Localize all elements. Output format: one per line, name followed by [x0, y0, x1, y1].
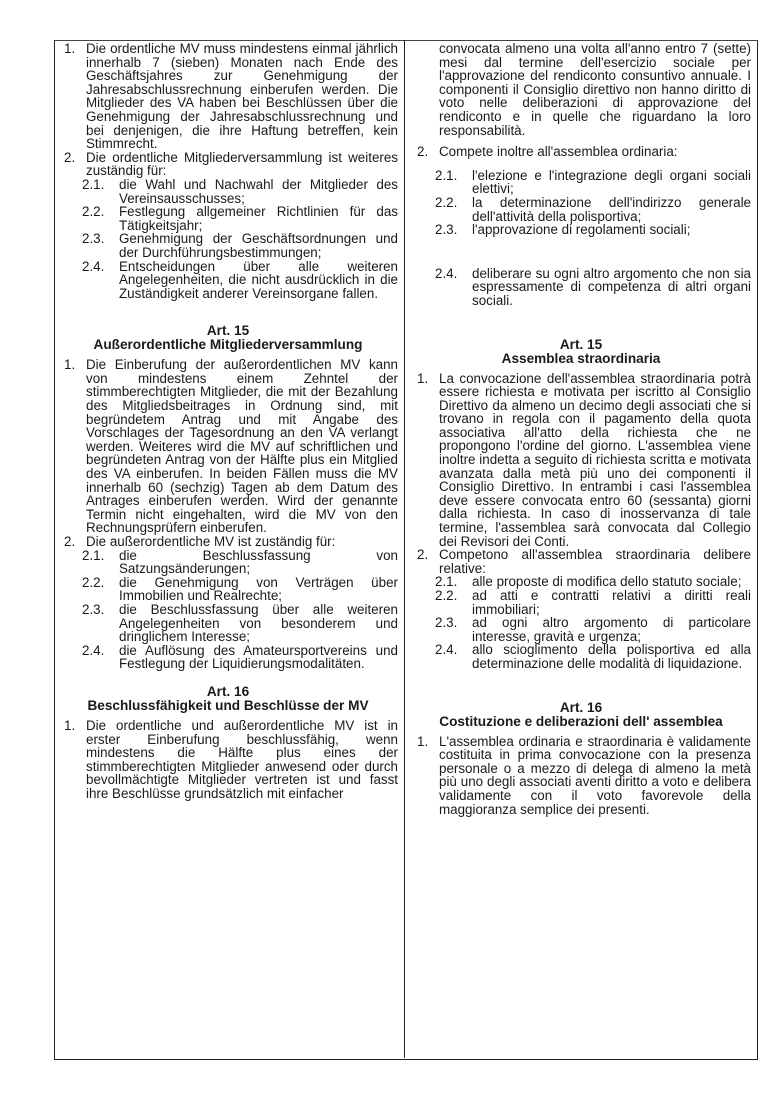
item-text: ad atti e contratti relativi a diritti reali immobiliari;	[472, 588, 751, 617]
item-text: allo scioglimento della polisportiva ed alla determinazione delle modalità di liquidazione.	[472, 642, 751, 671]
item-number: 2.	[64, 149, 76, 165]
item-number: 2.4.	[82, 642, 105, 658]
it-quorum-paragraph-1	[411, 735, 751, 817]
item-text: l'approvazione di regolamenti sociali;	[472, 222, 691, 238]
list-item	[435, 169, 751, 196]
list-item	[82, 178, 398, 205]
list-item	[435, 223, 751, 237]
item-text: Festlegung allgemeiner Richtlinien für das Tätigkeitsjahr;	[119, 204, 398, 233]
item-number: 2.2.	[82, 574, 105, 590]
de-ordinary-paragraph-1	[58, 42, 398, 151]
item-number: 2.3.	[82, 601, 105, 617]
item-text: ad ogni altro argomento di particolare interesse, gravità e urgenza;	[472, 615, 751, 644]
de-article-16-number: Art. 16	[206, 683, 250, 699]
list-item	[82, 260, 398, 301]
item-number: 2.2.	[82, 204, 105, 220]
item-number: 2.4.	[435, 642, 458, 658]
item-text: deliberare su ogni altro argomento che non sia espressamente di competenza di altri organi sociali.	[472, 265, 751, 308]
list-item	[82, 205, 398, 232]
it-extraordinary-paragraph-2	[411, 548, 751, 670]
item-number: 2.2.	[435, 588, 458, 603]
list-item	[435, 196, 751, 223]
list-item	[435, 575, 751, 589]
de-extraordinary-paragraph-1	[58, 358, 398, 535]
list-item	[82, 603, 398, 644]
paragraph-text: La convocazione dell'assemblea straordinaria potrà essere richiesta e motivata per iscritto al Consiglio Direttivo da almeno un decimo degli associati che si trovano in regola con il pagamento della quota associativa all'atto della richiesta che ne propongono l'ordine del giorno. L'assemblea viene inoltre indetta a seguito di richiesta scritta e motivata avanzata dalla metà più uno dei componenti il Consiglio Direttivo. In entrambi i casi l'assemblea deve essere convocata entro 60 (sessanta) giorni dalla richiesta. In caso di inosservanza di tale termine, l'assemblea sarà convocata dal Collegio dei Revisori dei Conti.	[439, 370, 751, 549]
item-number: 2.4.	[435, 265, 458, 281]
it-article-15-number: Art. 15	[559, 336, 603, 352]
item-number: 1.	[64, 717, 76, 733]
item-text: die Auflösung des Amateursportvereins und Festlegung der Liquidierungsmodalitäten.	[119, 642, 398, 672]
de-article-15-number: Art. 15	[206, 323, 250, 339]
it-article-16-number: Art. 16	[559, 699, 603, 715]
item-number: 2.1.	[435, 574, 458, 590]
document-page	[54, 40, 758, 1062]
de-extraordinary-competence-list	[82, 549, 398, 671]
paragraph-text: L'assemblea ordinaria e straordinaria è validamente costituita in prima convocazione con la presenza personale o a mezzo di delega di almeno la metà più uno degli associati aventi diritto a voto e delibera validamente con il voto favorevole della maggioranza semplice dei presenti.	[439, 733, 751, 817]
paragraph-text: Die außerordentliche MV ist zuständig für:	[86, 534, 336, 549]
it-article-16-title: Costituzione e deliberazioni dell' assemblea	[439, 713, 723, 729]
paragraph-text: Compete inoltre all'assemblea ordinaria:	[439, 144, 678, 160]
item-number: 2.3.	[82, 231, 105, 247]
item-number: 1.	[64, 357, 76, 373]
item-text: l'elezione e l'integrazione degli organi sociali elettivi;	[472, 167, 751, 197]
item-number: 2.3.	[435, 222, 458, 238]
item-text: Entscheidungen über alle weiteren Angelegenheiten, die nicht ausdrücklich in die Zuständigkeit anderer Vereinsorgane fallen.	[119, 258, 398, 301]
item-text: die Wahl und Nachwahl der Mitglieder des Vereinsausschusses;	[119, 176, 398, 206]
item-number: 2.	[417, 547, 429, 563]
item-number: 1.	[417, 370, 429, 386]
italian-column	[411, 42, 751, 816]
list-item	[435, 616, 751, 643]
it-ordinary-competence-list	[435, 169, 751, 308]
list-item	[82, 576, 398, 603]
item-number: 1.	[64, 41, 76, 56]
it-extraordinary-competence-list	[435, 575, 751, 670]
paragraph-text: Die Einberufung der außerordentlichen MV kann von mindestens einem Zehntel der stimmberechtigten Mitglieder, die mit der Bezahlung des Mitgliedsbeitrages in Ordnung sind, mit begründetem Antrag und mit Angabe des Vorschlages der Tagesordnung an den VA verlangt werden. Weiteres wird die MV auf schriftlichen und begründeten Antrag von der Hälfte plus ein Mitglied des VA einberufen. In beiden Fällen muss die MV innerhalb 60 (sechzig) Tagen ab dem Datum des Antrages einberufen werden. Wird der genannte Termin nicht eingehalten, wird die MV von den Rechnungsprüfern einberufen.	[86, 357, 398, 536]
item-number: 2.1.	[82, 547, 105, 563]
list-item	[82, 232, 398, 259]
column-divider	[404, 40, 405, 1058]
it-article-15-title: Assemblea straordinaria	[501, 350, 661, 366]
de-ordinary-competence-list	[82, 178, 398, 300]
item-number: 2.2.	[435, 194, 458, 210]
item-number: 2.3.	[435, 615, 458, 631]
paragraph-text: Competono all'assemblea straordinaria delibere relative:	[439, 547, 751, 576]
list-item	[82, 549, 398, 576]
item-text: Genehmigung der Geschäftsordnungen und der Durchführungsbestimmungen;	[119, 231, 398, 260]
item-number: 2.4.	[82, 258, 105, 274]
it-ordinary-paragraph-2	[411, 145, 751, 307]
german-column	[58, 42, 398, 801]
list-item	[435, 589, 751, 616]
item-text: die Beschlussfassung über alle weiteren Angelegenheiten von besonderem und dringlichem Interesse;	[119, 601, 398, 645]
de-extraordinary-paragraph-2	[58, 535, 398, 671]
paragraph-text: convocata almeno una volta all'anno entro 7 (sette) mesi dal termine dell'esercizio sociale per l'approvazione del rendiconto consuntivo annuale. I componenti il Consiglio direttivo non hanno diritto di voto nelle deliberazioni di approvazione del rendiconto e in quelle che riguardano la loro responsabilità.	[439, 41, 751, 138]
de-ordinary-paragraph-2	[58, 151, 398, 301]
paragraph-text: Die ordentliche und außerordentliche MV ist in erster Einberufung beschlussfähig, wenn mindestens die Hälfte plus eines der stimmberechtigten Mitglieder anwesend oder durch bevollmächtigte Mitglieder vertreten ist und fasst ihre Beschlüsse grundsätzlich mit einfacher	[86, 717, 398, 801]
de-quorum-paragraph-1	[58, 719, 398, 801]
list-item	[82, 644, 398, 671]
item-text: die Beschlussfassung von Satzungsänderungen;	[119, 547, 398, 577]
de-article-16-title: Beschlussfähigkeit und Beschlüsse der MV	[87, 697, 369, 713]
item-number: 2.1.	[82, 176, 105, 192]
item-number: 2.	[64, 534, 76, 549]
list-item	[435, 267, 751, 308]
it-ordinary-paragraph-1-continued	[411, 42, 751, 137]
item-text: la determinazione dell'indirizzo generale dell'attività della polisportiva;	[472, 194, 751, 224]
item-text: alle proposte di modifica dello statuto sociale;	[472, 574, 742, 590]
it-extraordinary-paragraph-1	[411, 372, 751, 549]
item-number: 1.	[417, 733, 429, 749]
list-item	[435, 643, 751, 670]
de-article-15-title: Außerordentliche Mitgliederversammlung	[93, 337, 363, 353]
paragraph-text: Die ordentliche Mitgliederversammlung ist weiteres zuständig für:	[86, 149, 398, 179]
paragraph-text: Die ordentliche MV muss mindestens einmal jährlich innerhalb 7 (sieben) Monaten nach Ende des Geschäftsjahres zur Genehmigung der Jahresabschlussrechnung einberufen werden. Die Mitglieder des VA haben bei Beschlüssen über die Genehmigung der Jahresabschlussrechnung und bei denjenigen, die ihre Haftung betreffen, kein Stimmrecht.	[86, 41, 398, 152]
item-number: 2.1.	[435, 167, 458, 183]
item-text: die Genehmigung von Verträgen über Immobilien und Realrechte;	[119, 574, 398, 604]
item-number: 2.	[417, 144, 429, 160]
